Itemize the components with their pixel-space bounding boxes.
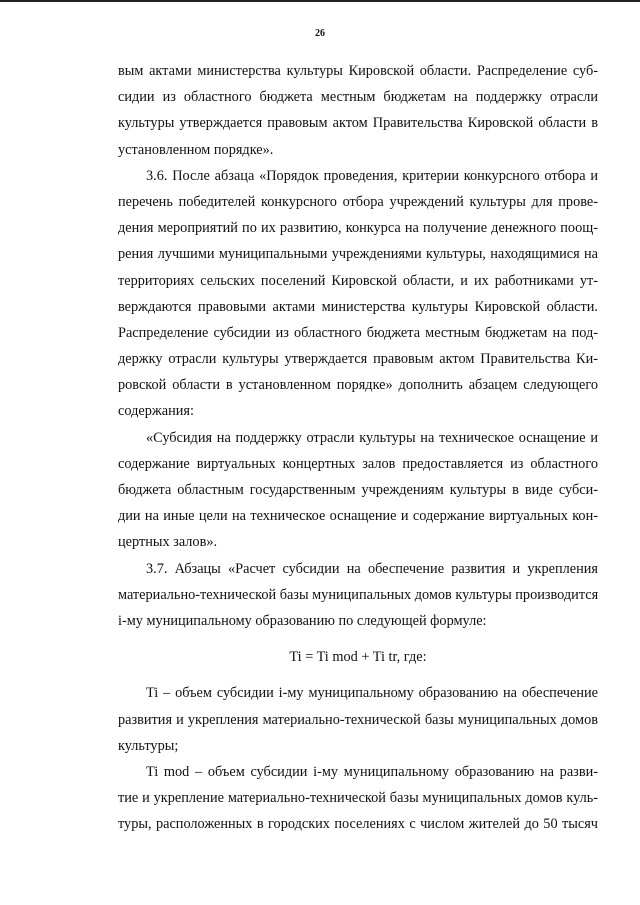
text-line: культуры; [118, 737, 179, 754]
text-line: ровской области в установленном порядке» дополнить абзацем следующего [118, 377, 598, 394]
text-line: туры, расположенных в городских поселениях с числом жителей до 50 тысяч [118, 816, 598, 833]
text-line: i-му муниципальному образованию по следующей формуле: [118, 612, 487, 629]
text-line: «Субсидия на поддержку отрасли культуры на техническое оснащение и [146, 429, 598, 446]
text-line: 3.7. Абзацы «Расчет субсидии на обеспечение развития и укрепления [146, 560, 598, 577]
text-line: верждаются правовыми актами министерства культуры Кировской области. [118, 298, 598, 315]
text-line: Ti mod – объем субсидии i-му муниципальному образованию на разви- [146, 763, 598, 780]
text-line: 3.6. После абзаца «Порядок проведения, критерии конкурсного отбора и [146, 167, 598, 184]
text-line: держку отрасли культуры утверждается правовым актом Правительства Ки- [118, 351, 598, 368]
text-line: дения мероприятий по их развитию, конкурса на получение денежного поощ- [118, 220, 598, 237]
text-line: Ti – объем субсидии i-му муниципальному образованию на обеспечение [146, 685, 598, 702]
text-line: вым актами министерства культуры Кировской области. Распределение суб- [118, 63, 598, 79]
text-line: установленном порядке». [118, 141, 274, 158]
text-line: развития и укрепления материально-технической базы муниципальных домов [118, 711, 598, 728]
text-line: материально-технической базы муниципальных домов культуры производится [118, 586, 599, 603]
text-line: бюджета областным государственным учреждениям культуры в виде субси- [118, 482, 598, 498]
text-line: цертных залов». [118, 534, 218, 551]
page-number: 26 [315, 28, 325, 39]
formula-line: Ti = Ti mod + Ti tr, где: [289, 649, 427, 666]
text-line: дии на иные цели на техническое оснащение и содержание виртуальных кон- [118, 508, 598, 525]
text-line: рения лучшими муниципальными учреждениями культуры, находящимися на [118, 246, 598, 263]
top-border-rule [0, 0, 640, 2]
text-line: сидии из областного бюджета местным бюджетам на поддержку отрасли [118, 89, 598, 106]
text-line: Распределение субсидии из областного бюджета местным бюджетам на под- [118, 324, 598, 341]
text-line: содержания: [118, 403, 194, 420]
text-line: содержание виртуальных концертных залов предоставляется из областного [118, 455, 598, 472]
document-body [118, 58, 598, 837]
text-line: перечень победителей конкурсного отбора учреждений культуры для прове- [118, 193, 598, 210]
text-line: культуры утверждается правовым актом Правительства Кировской области в [118, 115, 598, 132]
text-line: территориях сельских поселений Кировской области, и их работниками ут- [118, 272, 598, 289]
text-line: тие и укрепление материально-технической базы муниципальных домов куль- [118, 790, 598, 807]
